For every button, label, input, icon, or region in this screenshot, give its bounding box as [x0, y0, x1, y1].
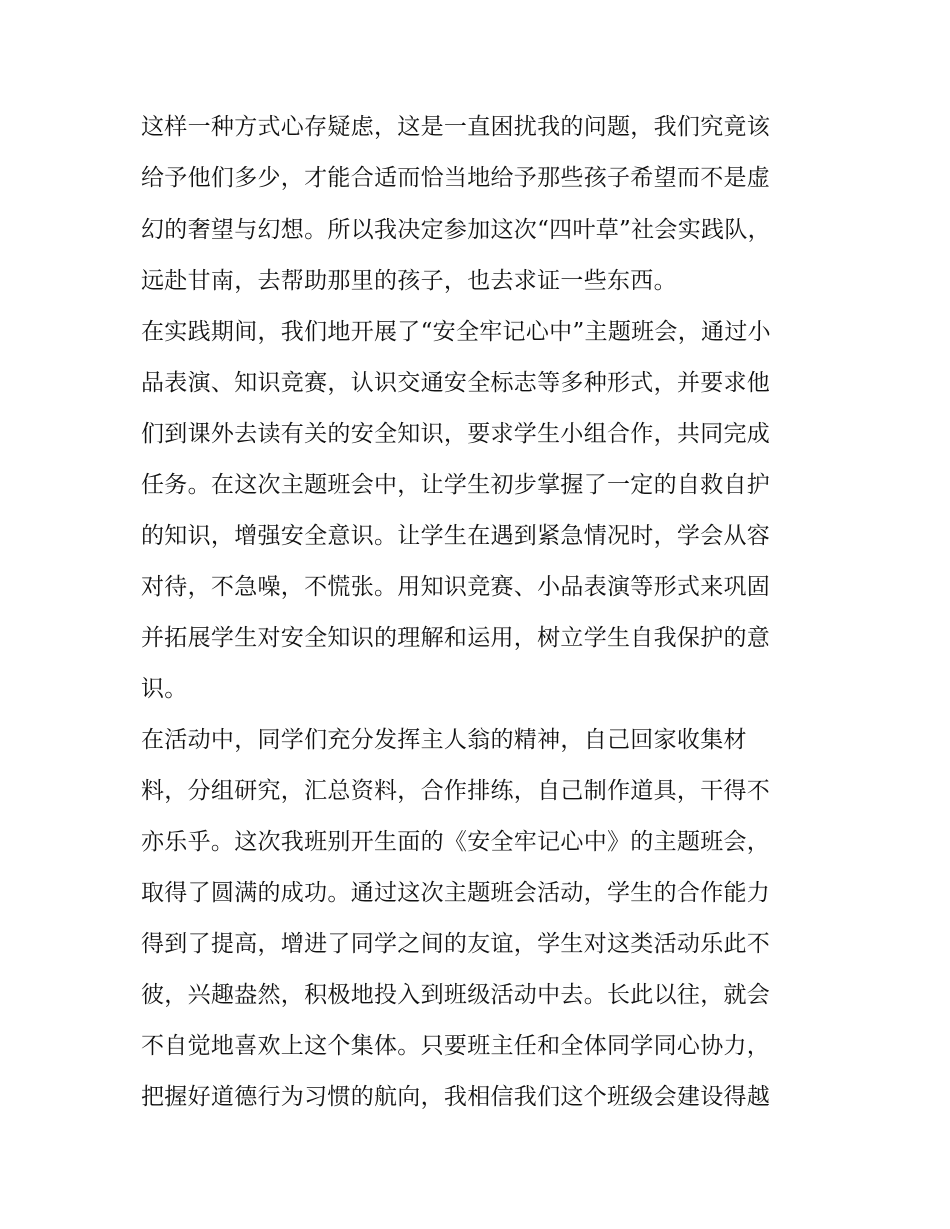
text-line: 给予他们多少，才能合适而恰当地给予那些孩子希望而不是虚 [141, 165, 771, 191]
text-line: 得到了提高，增进了同学之间的友谊，学生对这类活动乐此不 [141, 931, 771, 957]
text-line: 远赴甘南，去帮助那里的孩子，也去求证一些东西。 [141, 268, 677, 294]
text-line: 取得了圆满的成功。通过这次主题班会活动，学生的合作能力 [141, 880, 771, 906]
text-line: 的知识，增强安全意识。让学生在遇到紧急情况时，学会从容 [141, 523, 771, 549]
text-line: 不自觉地喜欢上这个集体。只要班主任和全体同学同心协力， [141, 1033, 771, 1059]
text-line: 品表演、知识竞赛，认识交通安全标志等多种形式，并要求他 [141, 370, 771, 396]
text-line: 任务。在这次主题班会中，让学生初步掌握了一定的自救自护 [141, 472, 771, 498]
text-line: 彼，兴趣盎然，积极地投入到班级活动中去。长此以往，就会 [141, 982, 771, 1008]
text-line: 并拓展学生对安全知识的理解和运用，树立学生自我保护的意 [141, 625, 771, 651]
text-line: 亦乐乎。这次我班别开生面的《安全牢记心中》的主题班会， [141, 829, 771, 855]
text-line: 料，分组研究，汇总资料，合作排练，自己制作道具，干得不 [141, 778, 771, 804]
text-line: 幻的奢望与幻想。所以我决定参加这次“四叶草”社会实践队， [141, 217, 771, 243]
text-line: 把握好道德行为习惯的航向，我相信我们这个班级会建设得越 [141, 1084, 771, 1110]
text-line: 们到课外去读有关的安全知识，要求学生小组合作，共同完成 [141, 421, 771, 447]
text-line: 这样一种方式心存疑虑，这是一直困扰我的问题，我们究竟该 [141, 114, 771, 140]
text-line: 识。 [141, 676, 188, 702]
text-line: 在活动中，同学们充分发挥主人翁的精神，自己回家收集材 [141, 727, 747, 753]
text-line: 在实践期间，我们地开展了“安全牢记心中”主题班会，通过小 [141, 319, 771, 345]
text-line: 对待，不急噪，不慌张。用知识竞赛、小品表演等形式来巩固 [141, 574, 771, 600]
